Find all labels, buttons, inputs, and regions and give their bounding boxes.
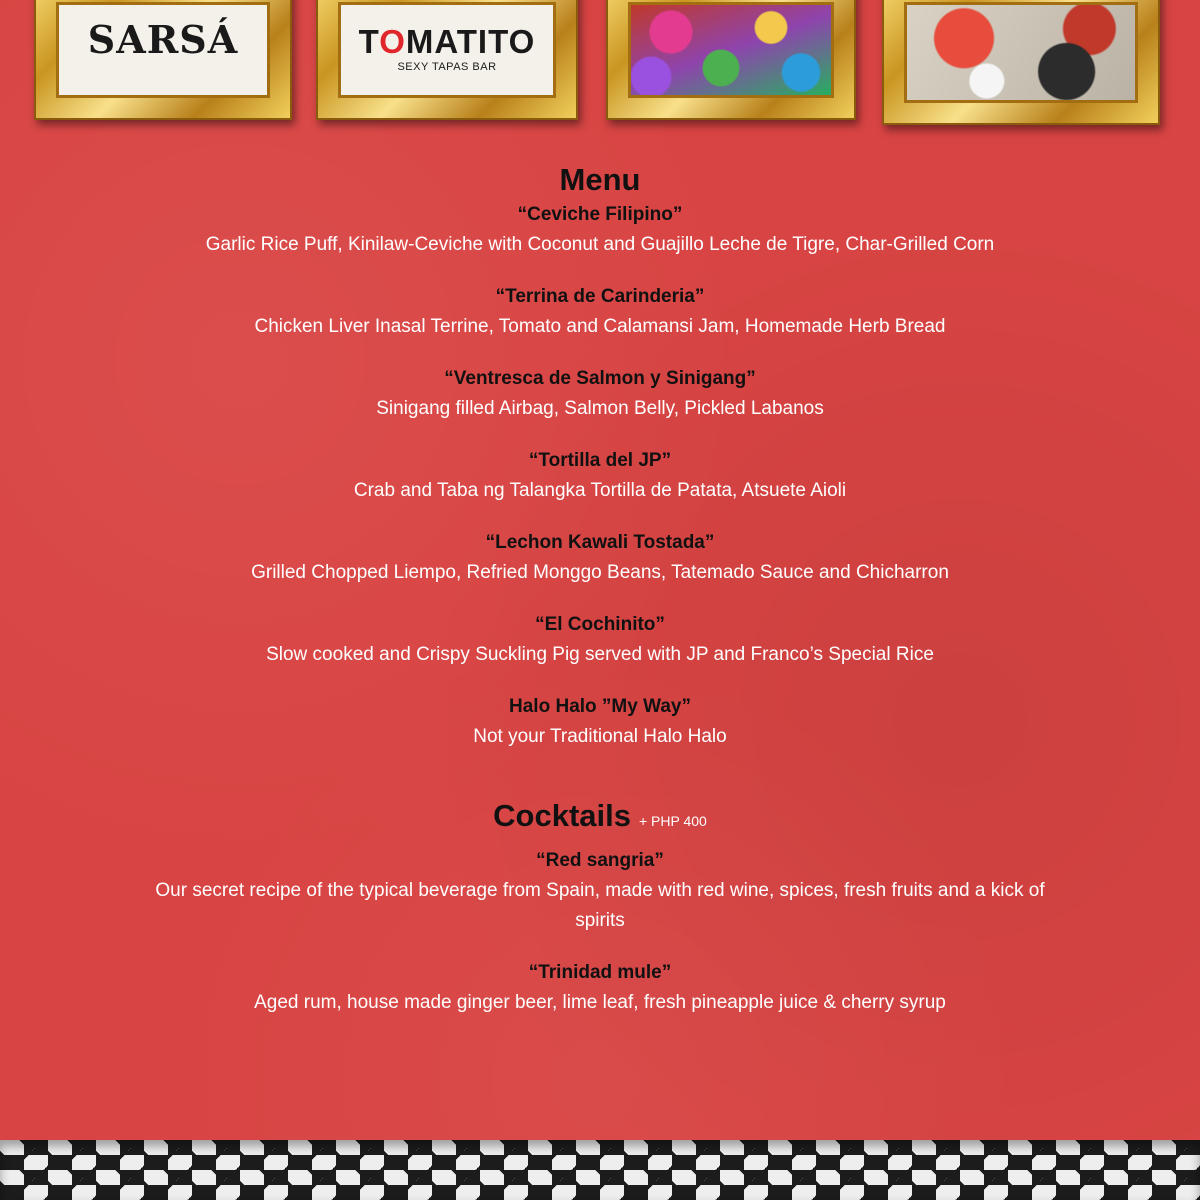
menu-item <box>0 610 1200 670</box>
tomatito-logo <box>341 23 553 61</box>
menu-item-description: Not your Traditional Halo Halo <box>473 726 727 747</box>
cocktail-item-name: “Trinidad mule” <box>528 962 672 983</box>
cocktails-price-note: + PHP 400 <box>638 813 707 829</box>
cocktail-item <box>0 846 1200 936</box>
cocktail-item-name: “Red sangria” <box>536 850 664 871</box>
sarsa-logo: SARSÁ <box>87 17 239 62</box>
menu-item <box>0 364 1200 424</box>
menu-item <box>0 200 1200 260</box>
sarsa-logo-frame <box>34 0 292 120</box>
menu-item-description: Crab and Taba ng Talangka Tortilla de Patata, Atsuete Aioli <box>353 480 847 501</box>
menu-item-description: Sinigang filled Airbag, Salmon Belly, Pickled Labanos <box>376 398 824 419</box>
food-photo-frame <box>882 0 1160 125</box>
carnival-photo-frame <box>606 0 856 120</box>
cocktail-item-description: Aged rum, house made ginger beer, lime leaf, fresh pineapple juice & cherry syrup <box>254 992 946 1013</box>
menu-item-name: “Lechon Kawali Tostada” <box>485 532 715 553</box>
menu-item <box>0 692 1200 752</box>
menu-item <box>0 528 1200 588</box>
tomatito-tagline: SEXY TAPAS BAR <box>397 61 497 73</box>
food-photo <box>904 2 1138 103</box>
cocktail-item <box>0 958 1200 1018</box>
menu-item-name: “Ventresca de Salmon y Sinigang” <box>444 368 756 389</box>
tomatito-logo-t: T <box>358 23 380 60</box>
menu-item-name: “Ceviche Filipino” <box>517 204 683 225</box>
carnival-photo <box>628 2 834 98</box>
menu-item-name: “Tortilla del JP” <box>528 450 672 471</box>
menu-item-name: “El Cochinito” <box>535 614 665 635</box>
menu-item-description: Slow cooked and Crispy Suckling Pig served with JP and Franco’s Special Rice <box>266 644 934 665</box>
menu-item-name: Halo Halo ”My Way” <box>509 696 691 717</box>
menu-item-description: Garlic Rice Puff, Kinilaw-Ceviche with Coconut and Guajillo Leche de Tigre, Char-Grilled Corn <box>205 234 995 255</box>
checkered-floor <box>0 1140 1200 1200</box>
tomatito-logo-canvas <box>338 2 556 98</box>
menu-title: Menu <box>559 162 641 197</box>
menu-content <box>0 160 1200 1040</box>
menu-item <box>0 282 1200 342</box>
cocktails-title: Cocktails <box>493 798 631 833</box>
cocktails-header <box>0 798 1200 834</box>
sarsa-logo-canvas <box>56 2 270 98</box>
cocktail-item-description: Our secret recipe of the typical beverage from Spain, made with red wine, spices, fresh fruits and a kick of spirits <box>155 880 1045 931</box>
menu-item-description: Chicken Liver Inasal Terrine, Tomato and Calamansi Jam, Homemade Herb Bread <box>254 316 946 337</box>
picture-frames <box>0 0 1200 130</box>
tomatito-logo-frame <box>316 0 578 120</box>
tomatito-logo-o: O <box>379 23 406 60</box>
menu-item-description: Grilled Chopped Liempo, Refried Monggo Beans, Tatemado Sauce and Chicharron <box>251 562 949 583</box>
menu-item-name: “Terrina de Carinderia” <box>495 286 705 307</box>
tomatito-logo-rest: MATITO <box>405 23 536 60</box>
menu-item <box>0 446 1200 506</box>
